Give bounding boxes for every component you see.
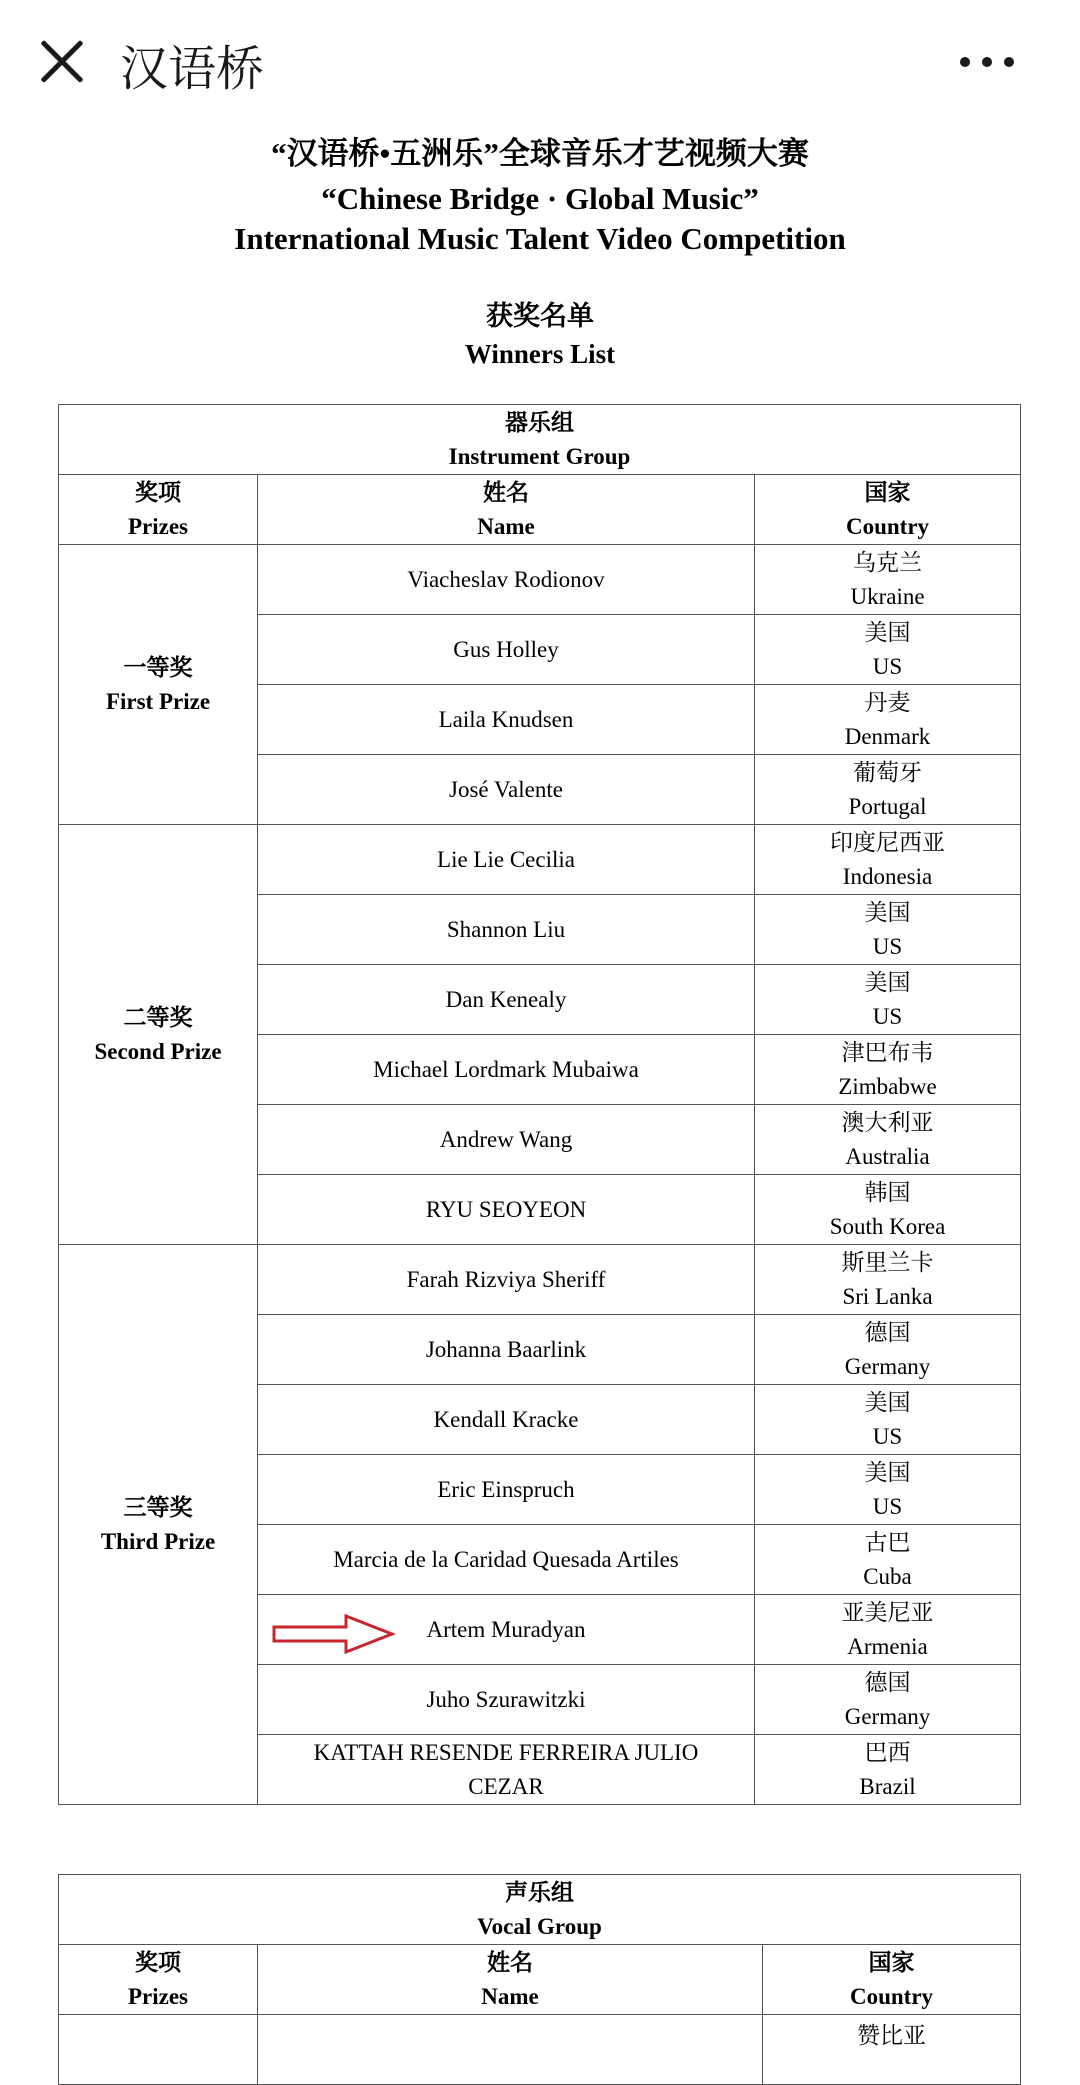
instrument-group-table xyxy=(58,404,1021,1805)
name-cell xyxy=(258,965,755,1035)
column-header-country-cn: 国家 xyxy=(868,1949,915,1975)
country-en: Sri Lanka xyxy=(842,1283,933,1309)
country-en: US xyxy=(872,653,903,679)
vocal-group-header xyxy=(59,1875,1021,1945)
name-cell xyxy=(258,1035,755,1105)
winner-name: Kendall Kracke xyxy=(433,1406,579,1432)
table-row xyxy=(59,545,1021,615)
country-en: Brazil xyxy=(859,1773,916,1799)
country-en: US xyxy=(872,1423,903,1449)
prize-cell xyxy=(59,1245,258,1805)
country-cell xyxy=(755,1455,1021,1525)
column-header-name-en: Name xyxy=(481,1983,539,2009)
vocal-group-cn: 声乐组 xyxy=(505,1879,574,1905)
country-en: Portugal xyxy=(848,793,927,819)
prize-label-cn: 二等奖 xyxy=(123,1004,193,1030)
country-cell xyxy=(755,895,1021,965)
name-cell xyxy=(258,1385,755,1455)
table-row xyxy=(59,1245,1021,1315)
country-en: US xyxy=(872,1493,903,1519)
vocal-group-en: Vocal Group xyxy=(477,1913,602,1939)
winner-name: Andrew Wang xyxy=(439,1126,573,1152)
column-header-prizes xyxy=(59,1945,258,2015)
prize-label-cn: 一等奖 xyxy=(123,654,193,680)
country-cn: 德国 xyxy=(864,1669,911,1695)
name-cell xyxy=(258,1735,755,1805)
name-cell xyxy=(258,2015,763,2085)
country-en: Denmark xyxy=(844,723,931,749)
name-cell xyxy=(258,1665,755,1735)
arrow-annotation-icon xyxy=(272,1614,396,1654)
competition-title-cn: “汉语桥•五洲乐”全球音乐才艺视频大赛 xyxy=(271,136,809,171)
country-cn: 澳大利亚 xyxy=(841,1109,934,1135)
country-en: Australia xyxy=(845,1143,930,1169)
winner-name: José Valente xyxy=(449,776,563,802)
prize-label-en: First Prize xyxy=(105,688,211,714)
country-en: Armenia xyxy=(847,1633,928,1659)
country-cn: 美国 xyxy=(864,899,911,925)
column-header-name-cn: 姓名 xyxy=(487,1949,533,1975)
winner-name: Shannon Liu xyxy=(446,916,566,942)
country-cn: 丹麦 xyxy=(864,689,911,715)
winner-name: Laila Knudsen xyxy=(438,706,574,732)
column-header-country xyxy=(763,1945,1021,2015)
name-cell xyxy=(258,1455,755,1525)
prize-label-en: Third Prize xyxy=(100,1528,216,1554)
country-cell xyxy=(755,1595,1021,1665)
country-cell xyxy=(755,1665,1021,1735)
country-cn: 古巴 xyxy=(864,1529,911,1555)
country-cn: 美国 xyxy=(864,1459,911,1485)
column-header-prizes-en: Prizes xyxy=(127,1983,188,2009)
country-cell xyxy=(755,1385,1021,1455)
column-header-prizes-en: Prizes xyxy=(127,513,188,539)
winner-name: Artem Muradyan xyxy=(426,1616,586,1642)
winner-name: KATTAH RESENDE FERREIRA JULIO CEZAR xyxy=(313,1739,699,1799)
country-cell xyxy=(755,1735,1021,1805)
country-cell xyxy=(755,755,1021,825)
country-en: Indonesia xyxy=(842,863,933,889)
column-header-country-en: Country xyxy=(849,1983,934,2009)
dot xyxy=(960,57,970,67)
name-cell xyxy=(258,615,755,685)
country-cell xyxy=(755,615,1021,685)
country-en: Germany xyxy=(844,1353,931,1379)
column-header-name-cn: 姓名 xyxy=(483,479,529,505)
column-header-country xyxy=(755,475,1021,545)
table-row xyxy=(59,825,1021,895)
name-cell xyxy=(258,545,755,615)
page-title: 汉语桥 xyxy=(120,41,265,97)
country-en: Ukraine xyxy=(850,583,925,609)
column-header-row xyxy=(59,475,1021,545)
column-header-name xyxy=(258,475,755,545)
winners-list-title-en: Winners List xyxy=(464,339,616,369)
close-icon[interactable] xyxy=(30,30,94,94)
prize-label-en: Second Prize xyxy=(94,1038,222,1064)
winner-name: Michael Lordmark Mubaiwa xyxy=(373,1056,639,1082)
name-cell xyxy=(258,1315,755,1385)
instrument-group-cn: 器乐组 xyxy=(505,409,574,435)
more-options-icon[interactable] xyxy=(960,48,1060,76)
country-cn: 美国 xyxy=(864,969,911,995)
competition-title-en-1: “Chinese Bridge · Global Music” xyxy=(321,181,759,216)
top-bar xyxy=(0,0,1080,124)
name-cell xyxy=(258,1525,755,1595)
group-header-row xyxy=(59,405,1021,475)
country-cell xyxy=(755,1315,1021,1385)
winner-name: Lie Lie Cecilia xyxy=(437,846,575,872)
country-en: US xyxy=(872,933,903,959)
winner-name: Viacheslav Rodionov xyxy=(407,566,605,592)
country-en: Zimbabwe xyxy=(838,1073,937,1099)
country-cn: 葡萄牙 xyxy=(853,759,922,785)
country-cell xyxy=(755,965,1021,1035)
instrument-group-en: Instrument Group xyxy=(448,443,631,469)
winner-name: Marcia de la Caridad Quesada Artiles xyxy=(333,1546,679,1572)
country-cell xyxy=(755,685,1021,755)
country-cell xyxy=(755,1245,1021,1315)
winners-list-title-cn: 获奖名单 xyxy=(486,301,594,331)
column-header-prizes xyxy=(59,475,258,545)
winner-name: Gus Holley xyxy=(453,636,559,662)
country-cn: 赞比亚 xyxy=(857,2023,926,2048)
country-cell xyxy=(763,2015,1021,2085)
country-cell xyxy=(755,1035,1021,1105)
country-cn: 美国 xyxy=(864,1389,911,1415)
name-cell xyxy=(258,1245,755,1315)
dot xyxy=(982,57,992,67)
country-en: South Korea xyxy=(829,1213,946,1239)
country-cn: 津巴布韦 xyxy=(841,1039,934,1065)
country-en: US xyxy=(872,1003,903,1029)
prize-cell xyxy=(59,545,258,825)
country-cell xyxy=(755,545,1021,615)
instrument-group-header xyxy=(59,405,1021,475)
country-cn: 巴西 xyxy=(864,1739,911,1765)
column-header-country-en: Country xyxy=(845,513,930,539)
column-header-prizes-cn: 奖项 xyxy=(135,479,181,505)
name-cell xyxy=(258,825,755,895)
name-cell xyxy=(258,895,755,965)
country-cell xyxy=(755,1105,1021,1175)
name-cell xyxy=(258,1105,755,1175)
country-en: Cuba xyxy=(863,1563,912,1589)
country-en: Germany xyxy=(844,1703,931,1729)
country-cn: 斯里兰卡 xyxy=(841,1249,934,1275)
prize-cell xyxy=(59,2015,258,2085)
country-cn: 美国 xyxy=(864,619,911,645)
column-header-name-en: Name xyxy=(477,513,535,539)
name-cell xyxy=(258,755,755,825)
country-cell xyxy=(755,825,1021,895)
winner-name: Farah Rizviya Sheriff xyxy=(406,1266,606,1292)
dot xyxy=(1004,57,1014,67)
prize-label-cn: 三等奖 xyxy=(123,1494,193,1520)
winner-name: Johanna Baarlink xyxy=(425,1336,587,1362)
country-cn: 亚美尼亚 xyxy=(841,1599,934,1625)
vocal-group-table xyxy=(58,1874,1021,2085)
country-cell xyxy=(755,1175,1021,1245)
country-cn: 德国 xyxy=(864,1319,911,1345)
winner-name: RYU SEOYEON xyxy=(425,1196,587,1222)
country-cn: 印度尼西亚 xyxy=(830,829,945,855)
column-header-country-cn: 国家 xyxy=(864,479,911,505)
country-cell xyxy=(755,1525,1021,1595)
prize-cell xyxy=(59,825,258,1245)
competition-title-en-2: International Music Talent Video Competition xyxy=(234,221,846,256)
name-cell xyxy=(258,1175,755,1245)
winner-name: Juho Szurawitzki xyxy=(426,1686,586,1712)
column-header-name xyxy=(258,1945,763,2015)
column-header-prizes-cn: 奖项 xyxy=(135,1949,181,1975)
winner-name: Eric Einspruch xyxy=(437,1476,575,1502)
country-cn: 韩国 xyxy=(864,1179,911,1205)
winner-name: Dan Kenealy xyxy=(445,986,567,1012)
name-cell xyxy=(258,685,755,755)
country-cn: 乌克兰 xyxy=(853,549,922,575)
